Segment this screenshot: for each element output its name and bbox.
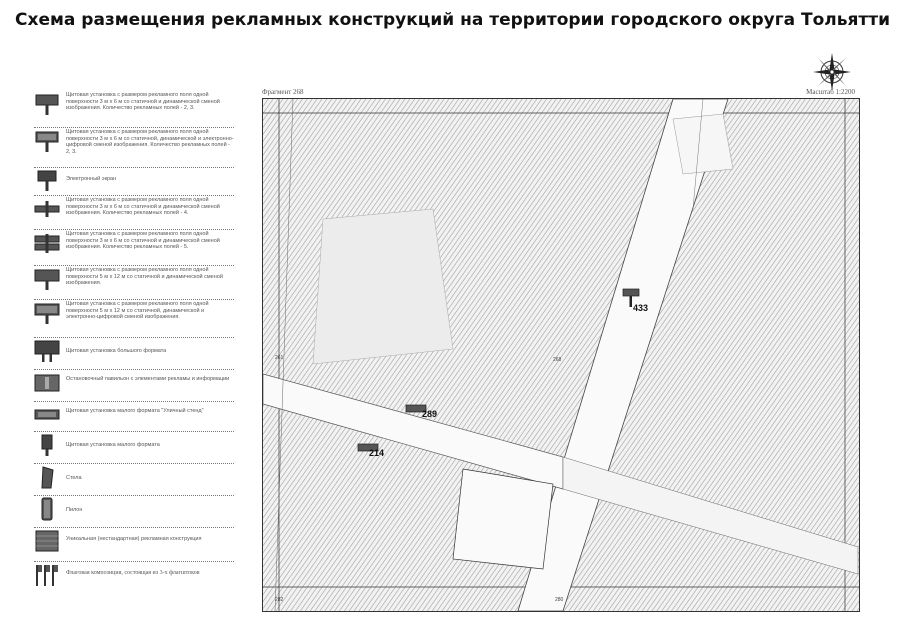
svg-text:214: 214 [369,448,385,458]
legend-item: Щитовая установка с размером рекламного поля одной поверхности 3 м х 6 м со статичной, динамической и электронно-цифровой сменой изображения. Количество рекламных полей - 2, 3. [34,127,234,168]
billboard-4-fields-icon [34,197,60,221]
billboard-5x12-digital-icon [34,301,60,325]
legend-item: Пилон [34,495,234,528]
flag-composition-icon [34,563,60,587]
svg-text:289: 289 [422,409,438,419]
compass-rose-icon [812,52,852,92]
map-fragment[interactable] [262,98,860,612]
stele-icon [34,465,60,489]
pylon-icon [34,497,60,521]
neighbor-fragment-bottom-left: 282 [275,597,284,603]
legend-item: Уникальная (нестандартная) рекламная конструкция [34,527,234,562]
unique-structure-icon [34,529,60,553]
billboard-5x12-static-icon [34,267,60,291]
billboard-3x6-static-icon [34,92,60,116]
legend-item: Щитовая установка с размером рекламного поля одной поверхности 3 м х 6 м со статичной и динамической сменой изображения. Количество рекламных полей - 2, 3. [34,90,234,128]
legend-item: Щитовая установка с размером рекламного поля одной поверхности 5 м х 12 м со статичной, динамической и электронно-цифровой сменой изображения. [34,299,234,338]
legend-item: Щитовая установка малого формата "Уличный стенд" [34,401,234,432]
legend-item: Щитовая установка с размером рекламного поля одной поверхности 5 м х 12 м со статичной и динамической сменой изображения. [34,265,234,300]
legend-item: Электронный экран [34,167,234,196]
page-title: Схема размещения рекламных конструкций на территории городского округа Тольятти [15,10,890,30]
parcel [313,209,453,364]
neighbor-fragment-left: 261 [275,355,284,361]
bus-stop-icon [34,371,60,395]
billboard-5-fields-icon [34,231,60,255]
legend-item: Щитовая установка с размером рекламного поля одной поверхности 3 м х 6 м со статичной и динамической сменой изображения. Количество рекламных полей - 4. [34,195,234,230]
neighbor-fragment-center: 268 [553,357,562,363]
legend-item: Щитовая установка большого формата [34,337,234,370]
scale-label: Масштаб 1:2200 [806,88,855,96]
legend-item: Флаговая композиция, состоящая из 3-х флагштоков [34,561,234,595]
small-format-icon [34,433,60,457]
map-canvas [263,99,859,611]
electronic-screen-icon [34,169,60,193]
street-stand-icon [34,403,60,427]
square-parcel [453,469,553,569]
neighbor-fragment-bottom: 280 [555,597,564,603]
legend-item: Стела [34,463,234,496]
legend-item: Щитовая установка малого формата [34,431,234,464]
legend-item: Щитовая установка с размером рекламного поля одной поверхности 3 м х 6 м со статичной и динамической сменой изображения. Количество рекламных полей - 5. [34,229,234,266]
fragment-label: Фрагмент 268 [262,88,304,96]
large-format-icon [34,339,60,363]
billboard-3x6-digital-icon [34,129,60,153]
legend-item: Остановочный павильон с элементами рекламы и информации [34,369,234,402]
parcel [673,114,733,174]
svg-text:433: 433 [633,303,649,313]
